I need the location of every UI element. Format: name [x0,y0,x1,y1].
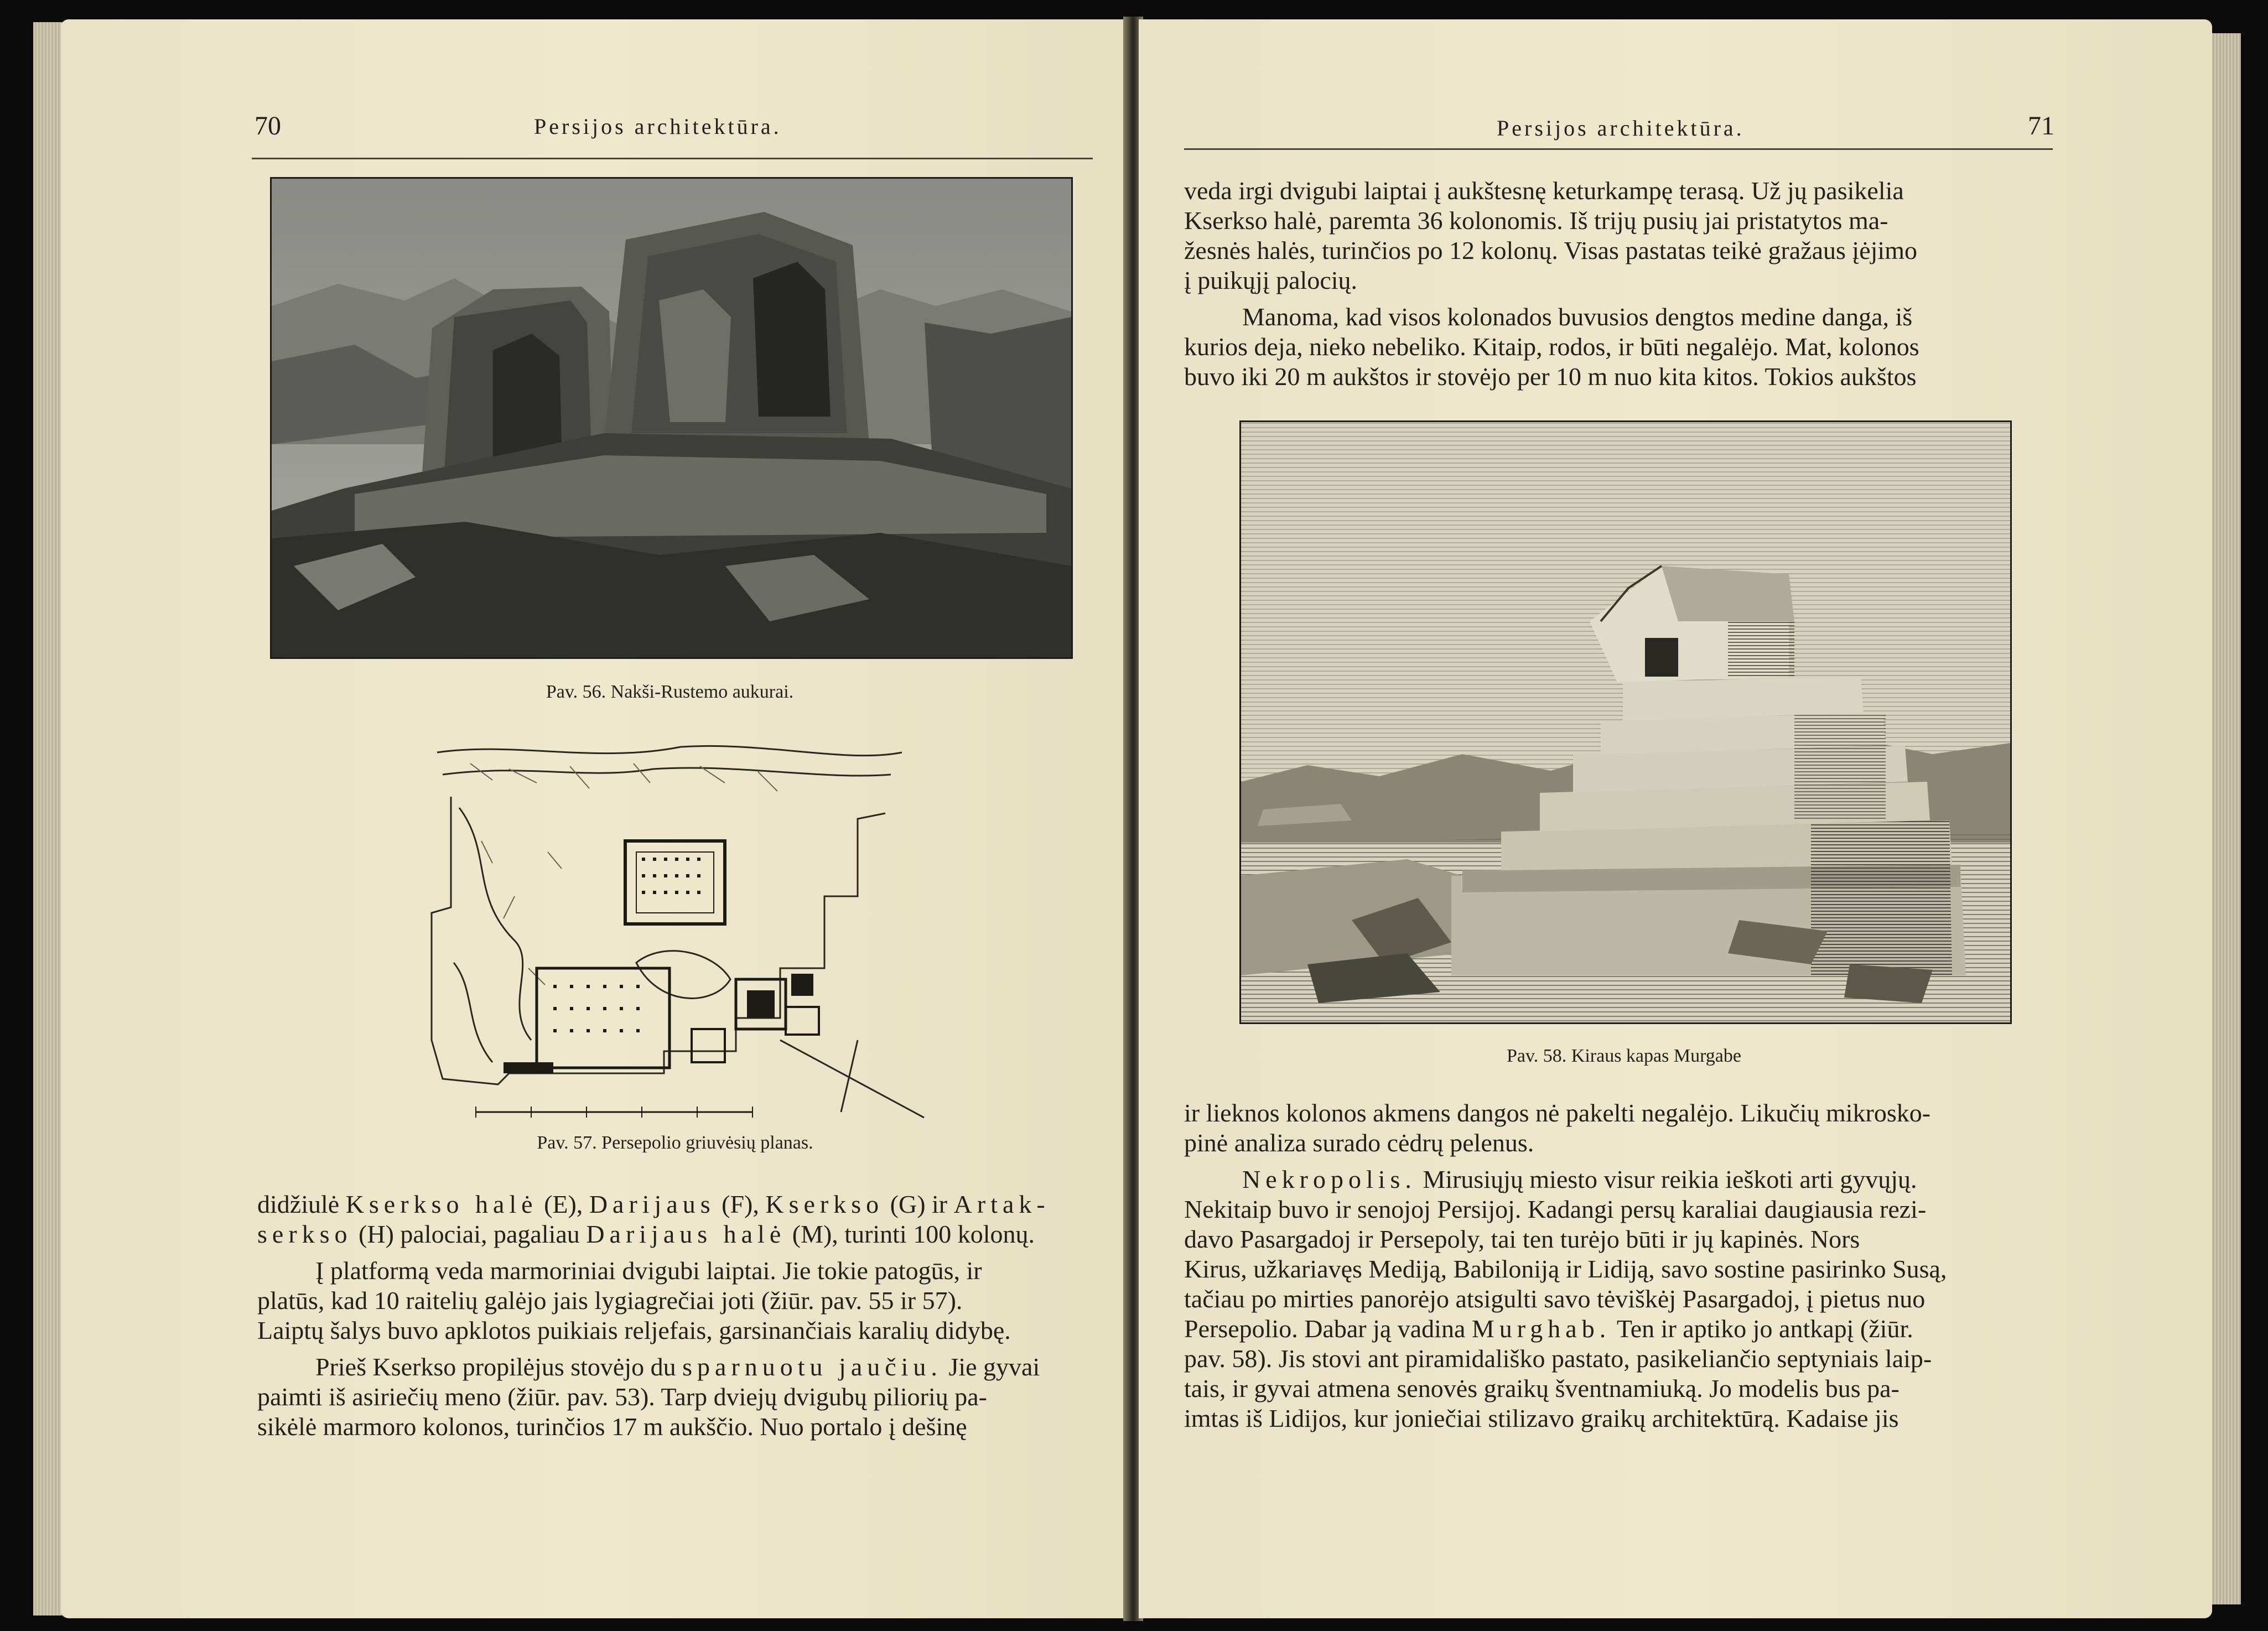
left-page-number: 70 [255,111,281,141]
right-running-head: Persijos architektūra. [1497,116,1745,141]
left-header-rule [252,158,1093,159]
right-page-edges [2208,33,2241,1604]
figure-58-caption: Pav. 58. Kiraus kapas Murgabe [1507,1046,1741,1066]
figure-56-caption: Pav. 56. Nakši-Rustemo aukurai. [546,682,794,702]
left-paragraph-1: didžiulė Kserkso halė (E), Darijaus (F), Kserkso (G) ir Artak- serkso (H) palociai, pagaliau Darijaus halė (M), turinti 100 kolonų. [257,1190,1050,1248]
right-paragraph-1: veda irgi dvigubi laiptai į aukštesnę keturkampę terasą. Už jų pasikelia Kserkso halė, paremta 36 kolonomis. Iš trijų pusių jai pristatytos ma- žesnės halės, turinčios po 12 kolonų. Visas pastatas teikė gražaus įėjimo į puikųjį palocių. [1184,176,1917,294]
right-paragraph-3: ir lieknos kolonos akmens dangos nė pakelti negalėjo. Likučių mikrosko- pinė analiza surado cėdrų pelenus. [1184,1099,1931,1157]
persepolis-plan-drawing [404,730,946,1123]
right-body-text-bottom [1184,1098,2053,1433]
left-running-head: Persijos architektūra. [534,114,782,139]
right-paragraph-2: Manoma, kad visos kolonados buvusios dengtos medine danga, iš kurios deja, nieko nebeliko. Kitaip, rodos, ir būti negalėjo. Mat, kolonos buvo iki 20 m aukštos ir stovėjo per 10 m nuo kita kitos. Tokios aukštos [1184,303,1919,391]
right-page-number: 71 [2028,111,2054,141]
tomb-of-cyrus-illustration [1241,422,2010,1022]
figure-58-engraving [1239,420,2012,1024]
right-header-rule [1184,148,2053,150]
right-body-text-top [1184,176,2053,392]
right-paragraph-4: Nekropolis. Mirusiųjų miesto visur reikia ieškoti arti gyvųjų. Nekitaip buvo ir senojoj Persijoj. Kadangi persų karaliai daugiausia rezi- davo Pasargadoj ir Persepoly, tai ten turėjo būti ir jų kapinės. Nors Kirus, užkariavęs Mediją, Babiloniją ir Lidiją, savo sostine pasirinko Susą, tačiau po mirties panorėjo atsigulti savo tėviškėj Pasargadoj, į pietus nuo Persepolio. Dabar ją vadina Murghab. Ten ir aptiko jo antkapį (žiūr. pav. 58). Jis stovi ant piramidališko pastato, pasikeliančio septyniais laip- tais, ir gyvai atmena senovės graikų šventnamiuką. Jo modelis bus pa- imtas iš Lidijos, kur joniečiai stilizavo graikų architektūrą. Kadaise jis [1184,1165,1947,1432]
left-paragraph-3: Prieš Kserkso propilėjus stovėjo du sparnuotu jaučiu. Jie gyvai paimti iš asiriečių meno (žiūr. pav. 53). Tarp dviejų dvigubų piliorių pa- sikėlė marmoro kolonos, turinčios 17 m aukščio. Nuo portalo į dešinę [257,1353,1040,1441]
fire-altars-illustration [272,179,1071,657]
left-body-text [257,1190,1090,1442]
left-paragraph-2: Į platformą veda marmoriniai dvigubi laiptai. Jie tokie patogūs, ir platūs, kad 10 raitelių galėjo jais lygiagrečiai joti (žiūr. pav. 55 ir 57). Laiptų šalys buvo apklotos puikiais reljefais, garsinančiais karalių didybę. [257,1256,1011,1344]
figure-57-caption: Pav. 57. Persepolio griuvėsių planas. [537,1133,813,1153]
figure-56-photo [270,177,1073,659]
figure-57-plan [404,730,946,1123]
